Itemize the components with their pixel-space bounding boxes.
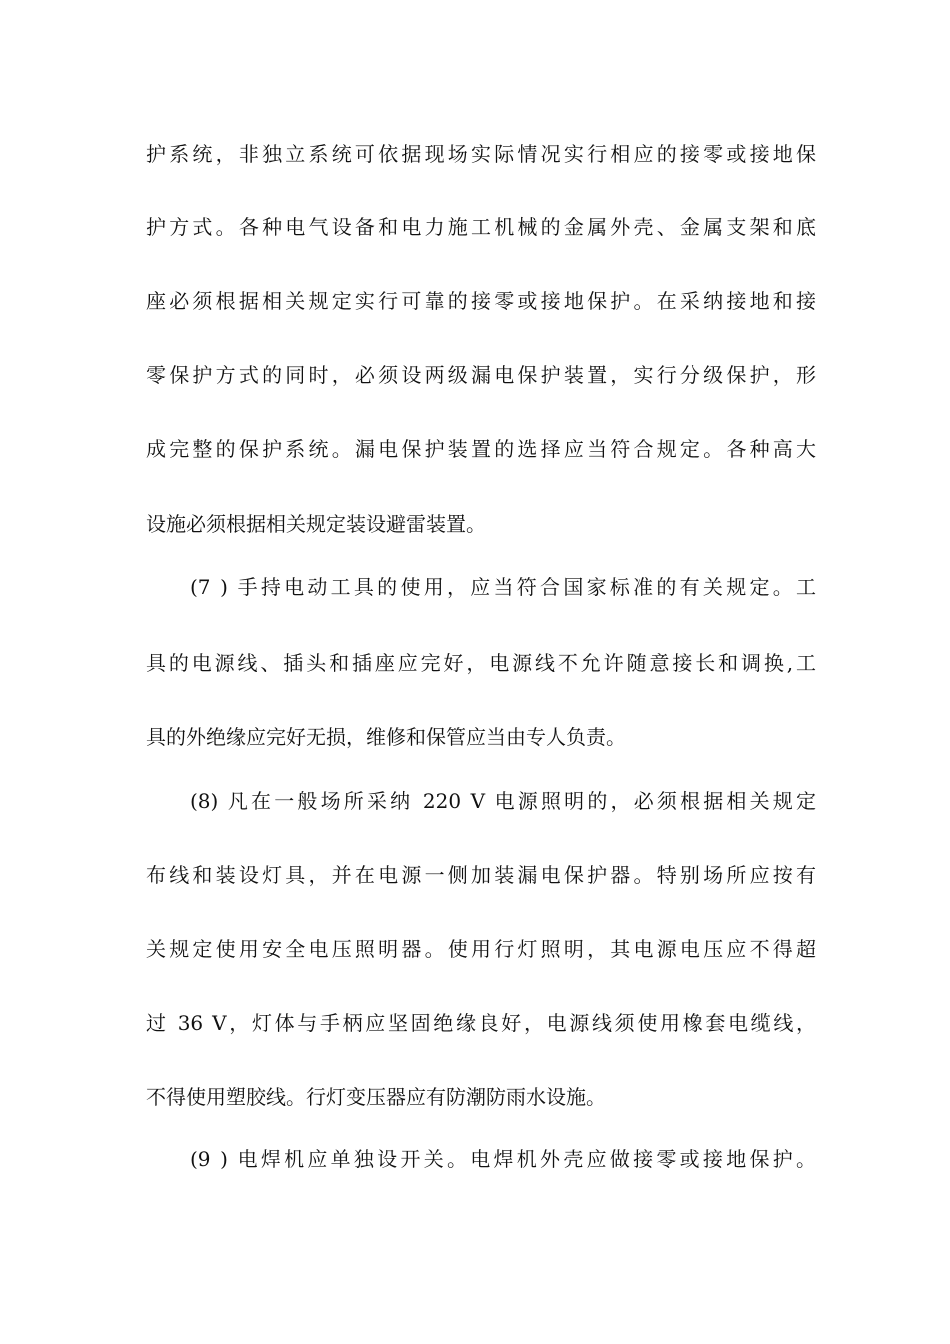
- text-line: 护系统，非独立系统可依据现场实际情况实行相应的接零或接地保: [146, 142, 816, 166]
- paragraph-7-first-line: (7 ) 手持电动工具的使用，应当符合国家标准的有关规定。工: [190, 575, 816, 599]
- text-line: 座必须根据相关规定实行可靠的接零或接地保护。在采纳接地和接: [146, 289, 816, 313]
- paragraph-9-first-line: (9 ) 电焊机应单独设开关。电焊机外壳应做接零或接地保护。: [190, 1147, 816, 1171]
- text-line: 不得使用塑胶线。行灯变压器应有防潮防雨水设施。: [146, 1085, 606, 1109]
- text-line: 护方式。各种电气设备和电力施工机械的金属外壳、金属支架和底: [146, 215, 816, 239]
- text-line: 具的电源线、插头和插座应完好，电源线不允许随意接长和调换,工: [146, 651, 816, 675]
- text-line: 布线和装设灯具，并在电源一侧加装漏电保护器。特别场所应按有: [146, 863, 816, 887]
- text-line: 关规定使用安全电压照明器。使用行灯照明，其电源电压应不得超: [146, 937, 816, 961]
- text-line: 过 36 V，灯体与手柄应坚固绝缘良好，电源线须使用橡套电缆线，: [146, 1011, 816, 1035]
- text-line: 成完整的保护系统。漏电保护装置的选择应当符合规定。各种高大: [146, 437, 816, 461]
- paragraph-8-first-line: (8) 凡在一般场所采纳 220 V 电源照明的，必须根据相关规定: [190, 789, 816, 813]
- text-line: 具的外绝缘应完好无损，维修和保管应当由专人负责。: [146, 725, 626, 749]
- text-line: 设施必须根据相关规定装设避雷装置。: [146, 512, 486, 536]
- text-line: 零保护方式的同时，必须设两级漏电保护装置，实行分级保护，形: [146, 363, 816, 387]
